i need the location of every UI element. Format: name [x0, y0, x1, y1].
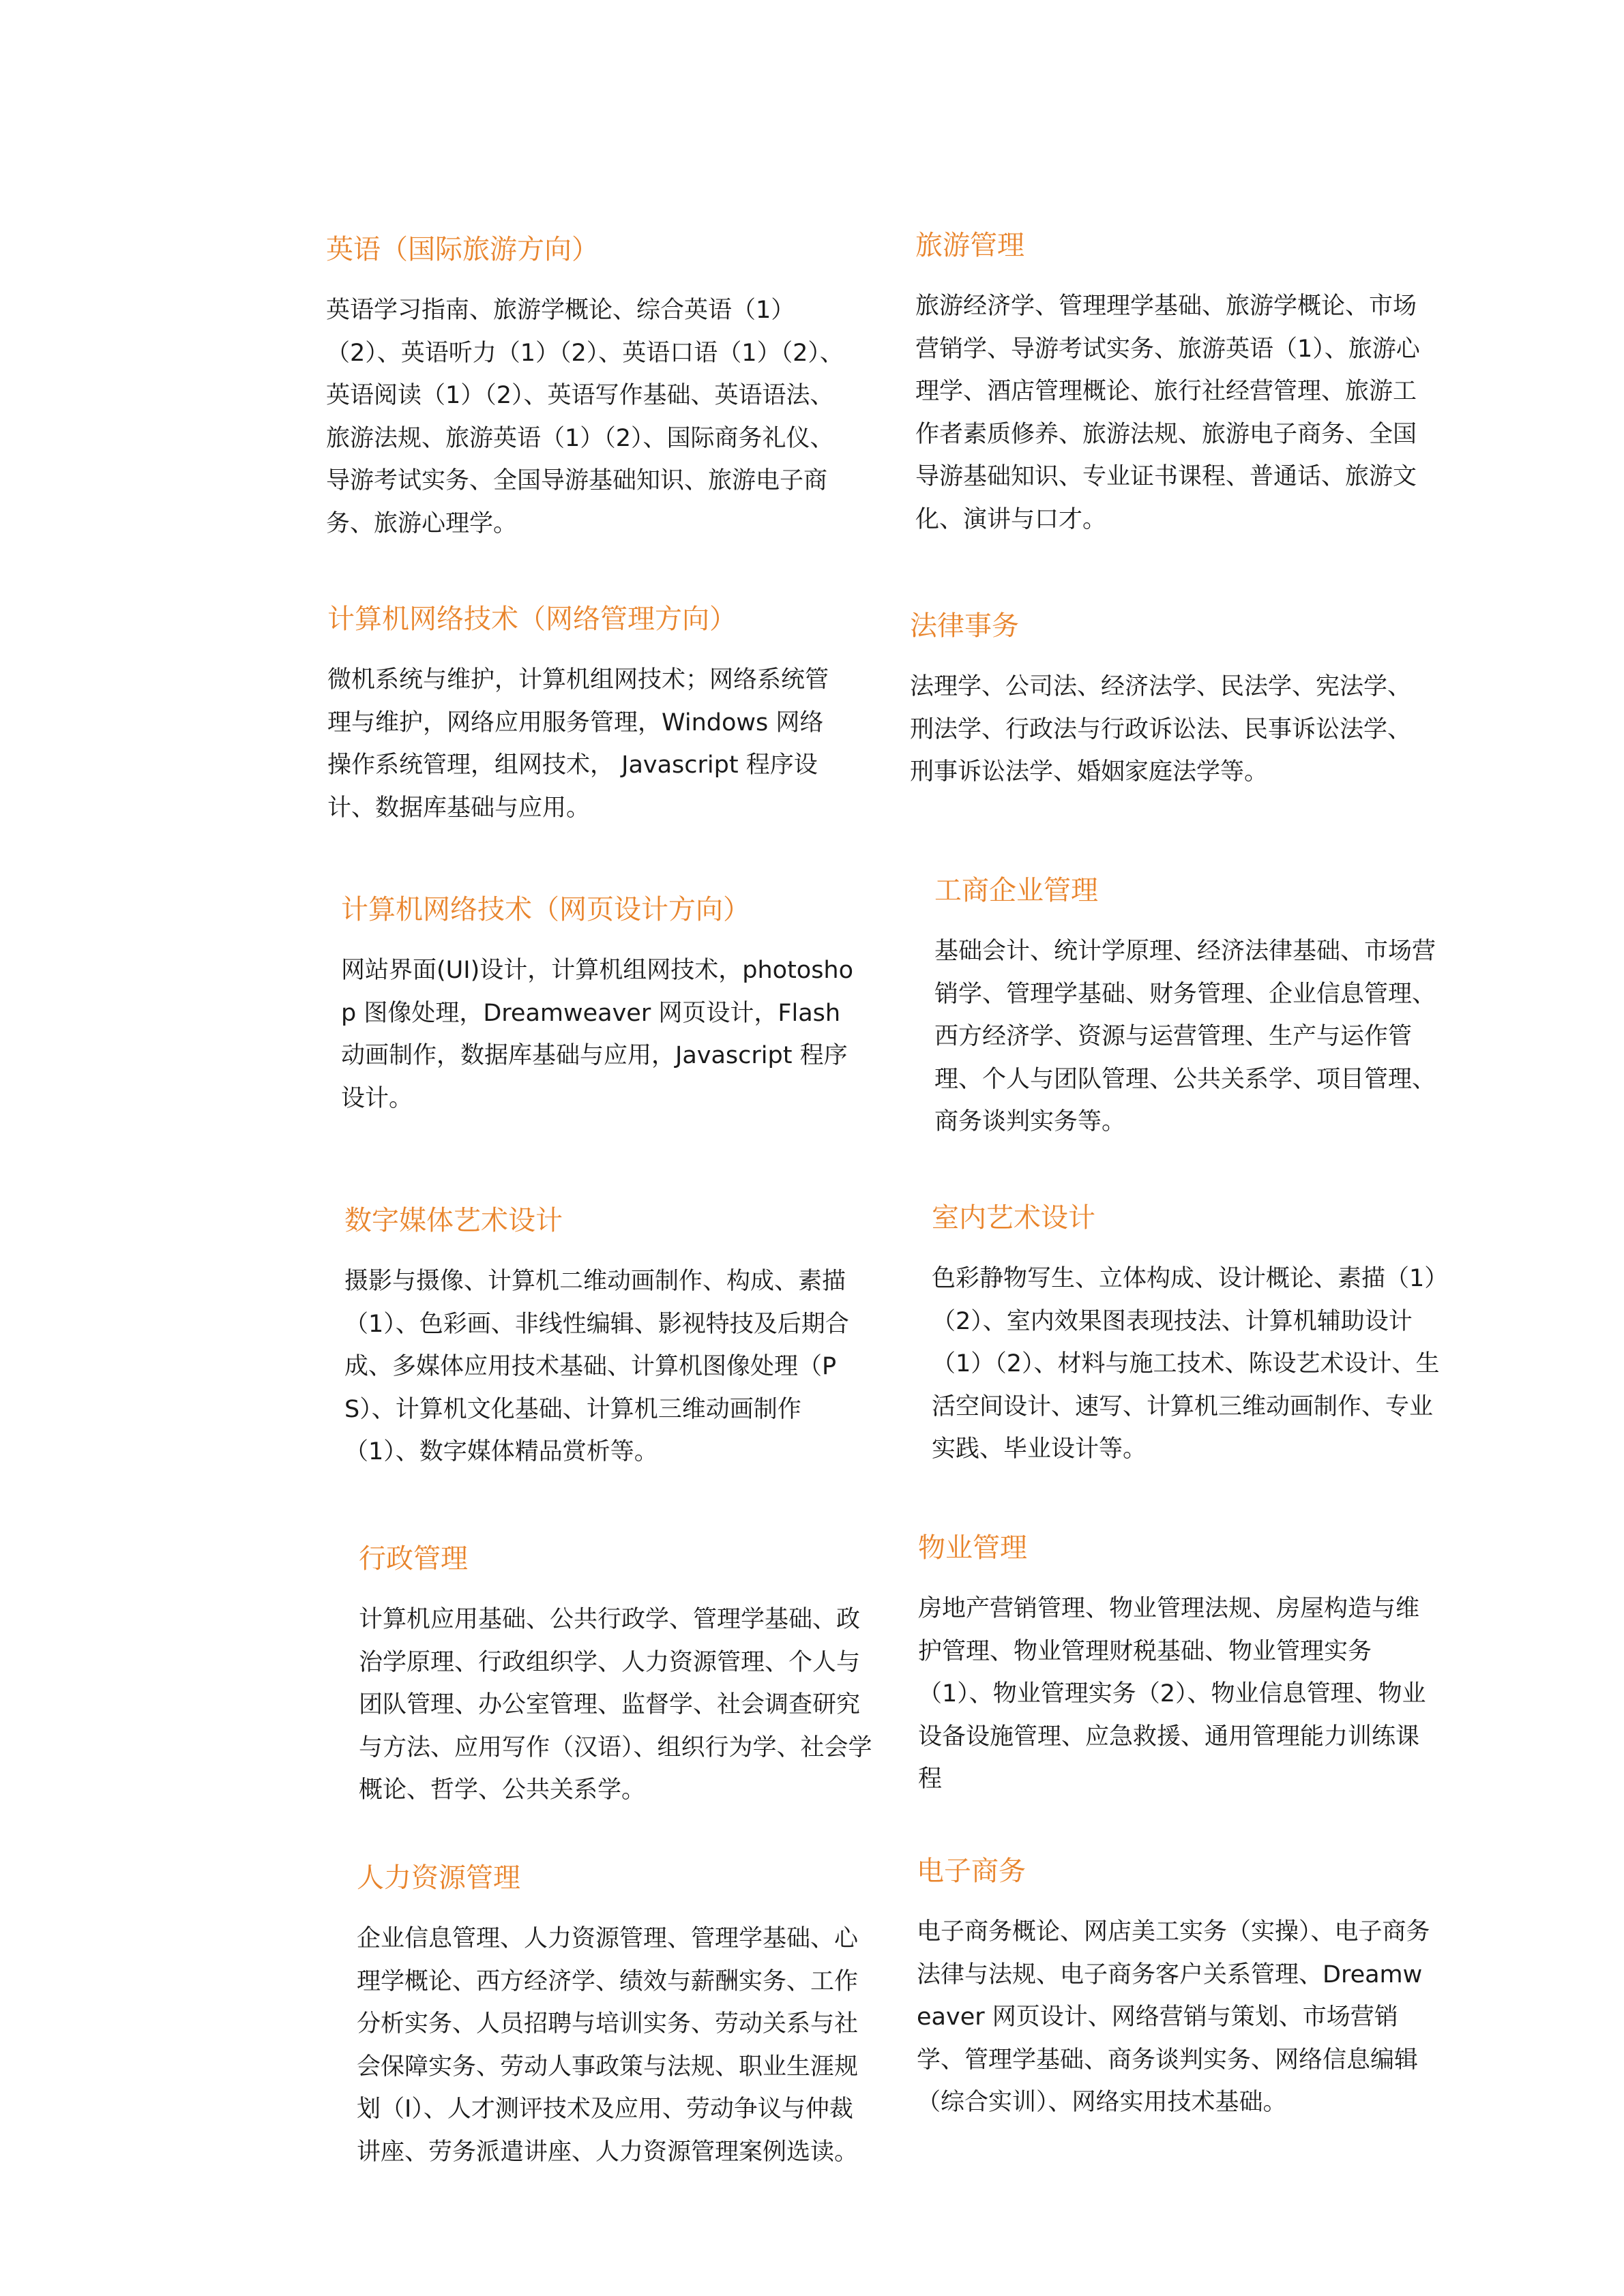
section-body: 房地产营销管理、物业管理法规、房屋构造与维护管理、物业管理财税基础、物业管理实务（1）、物业管理实务（2）、物业信息管理、物业设备设施管理、应急救援、通用管理能力训练课程 [918, 1595, 1426, 1792]
section-business-management [934, 871, 1453, 1144]
section-body: 电子商务概论、网店美工实务（实操）、电子商务法律与法规、电子商务客户关系管理、Dreamweaver 网页设计、网络营销与策划、市场营销学、管理学基础、商务谈判实务、网络信息编辑（综合实训）、网络实用技术基础。 [917, 1918, 1430, 2116]
section-title: 电子商务 [917, 1855, 1026, 1887]
section-body: 基础会计、统计学原理、经济法律基础、市场营销学、管理学基础、财务管理、企业信息管理、西方经济学、资源与运营管理、生产与运作管理、个人与团队管理、公共关系学、项目管理、商务谈判实务等。 [934, 938, 1436, 1135]
section-title: 工商企业管理 [934, 875, 1098, 906]
section-title: 计算机网络技术（网页设计方向） [341, 894, 750, 925]
section-body: 旅游经济学、管理理学基础、旅游学概论、市场营销学、导游考试实务、旅游英语（1）、旅游心理学、酒店管理概论、旅行社经营管理、旅游工作者素质修养、旅游法规、旅游电子商务、全国导游基础知识、专业证书课程、普通话、旅游文化、演讲与口才。 [915, 293, 1420, 533]
section-digital-media [344, 1202, 863, 1474]
section-body: 微机系统与维护，计算机组网技术；网络系统管理与维护，网络应用服务管理，Windows 网络操作系统管理，组网技术， Javascript 程序设计、数据库基础与应用。 [327, 666, 829, 822]
section-title: 计算机网络技术（网络管理方向） [327, 603, 737, 635]
section-title: 行政管理 [359, 1543, 468, 1575]
section-e-commerce [917, 1852, 1435, 2124]
section-title: 室内艺术设计 [932, 1202, 1095, 1234]
section-body: 英语学习指南、旅游学概论、综合英语（1）（2）、英语听力（1）（2）、英语口语（1）（2）、英语阅读（1）（2）、英语写作基础、英语语法、旅游法规、旅游英语（1）（2）、国际商务礼仪、导游考试实务、全国导游基础知识、旅游电子商务、旅游心理学。 [326, 297, 844, 537]
section-body: 企业信息管理、人力资源管理、管理学基础、心理学概论、西方经济学、绩效与薪酬实务、工作分析实务、人员招聘与培训实务、劳动关系与社会保障实务、劳动人事政策与法规、职业生涯规划（I）、人才测评技术及应用、劳动争议与仲裁讲座、劳务派遣讲座、人力资源管理案例选读。 [357, 1925, 859, 2166]
section-body-clip [918, 1587, 1436, 1792]
section-property-management [918, 1529, 1436, 1792]
section-title: 人力资源管理 [357, 1862, 520, 1894]
section-body: 计算机应用基础、公共行政学、管理学基础、政治学原理、行政组织学、人力资源管理、个人与团队管理、办公室管理、监督学、社会调查研究与方法、应用写作（汉语）、组织行为学、社会学概论、哲学、公共关系学。 [359, 1606, 872, 1804]
section-body: 网站界面(UI)设计，计算机组网技术，photoshop 图像处理，Dreamweaver 网页设计，Flash 动画制作，数据库基础与应用，Javascript 程序设计。 [341, 957, 854, 1112]
section-legal-affairs [910, 607, 1428, 794]
section-title: 法律事务 [910, 610, 1019, 642]
section-body: 色彩静物写生、立体构成、设计概论、素描（1）（2）、室内效果图表现技法、计算机辅助设计（1）（2）、材料与施工技术、陈设艺术设计、生活空间设计、速写、计算机三维动画制作、专业实践、毕业设计等。 [932, 1265, 1449, 1463]
section-web-design [341, 891, 859, 1120]
section-english-tourism [326, 230, 844, 545]
section-administration [359, 1540, 877, 1812]
section-interior-design [932, 1199, 1450, 1471]
section-tourism-management [915, 226, 1434, 541]
section-title: 数字媒体艺术设计 [344, 1205, 563, 1236]
section-body: 摄影与摄像、计算机二维动画制作、构成、素描（1）、色彩画、非线性编辑、影视特技及后期合成、多媒体应用技术基础、计算机图像处理（PS）、计算机文化基础、计算机三维动画制作（1）、数字媒体精品赏析等。 [344, 1268, 849, 1465]
section-human-resources [357, 1859, 875, 2173]
section-title: 英语（国际旅游方向） [326, 234, 599, 265]
section-title: 物业管理 [918, 1532, 1027, 1564]
section-network-management [327, 600, 846, 829]
section-title: 旅游管理 [915, 230, 1024, 261]
section-body: 法理学、公司法、经济法学、民法学、宪法学、刑法学、行政法与行政诉讼法、民事诉讼法学、刑事诉讼法学、婚姻家庭法学等。 [910, 673, 1412, 786]
